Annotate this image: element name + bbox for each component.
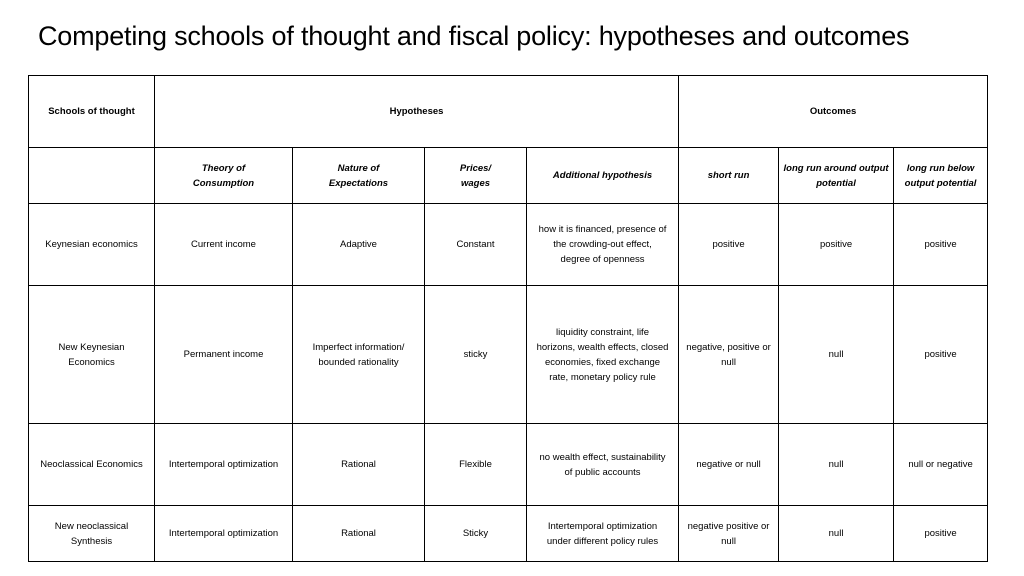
cell-text-line: economies, fixed exchange (544, 356, 661, 368)
cell-long-run-around-potential (779, 204, 894, 286)
cell-theory-of-consumption (155, 204, 293, 286)
cell-prices-wages (425, 506, 527, 562)
cell-short-run (679, 506, 779, 562)
cell-long-run-below-potential (894, 286, 988, 424)
cell-text-line: Sticky (462, 528, 489, 539)
cell-text-line: Adaptive (340, 239, 377, 250)
cell-short-run (679, 424, 779, 506)
cell-text-line: Rational (341, 459, 376, 470)
cell-school (29, 424, 155, 506)
cell-additional-hypothesis (527, 506, 679, 562)
cell-short-run (679, 286, 779, 424)
subheader-prices-wages: Prices/ wages (425, 148, 527, 204)
cell-text-line: positive (819, 239, 853, 250)
cell-theory-of-consumption (155, 424, 293, 506)
cell-text-line: the crowding-out effect, (553, 239, 652, 250)
cell-text-line: Permanent income (183, 349, 264, 360)
cell-text-line: Synthesis (70, 535, 113, 547)
cell-prices-wages (425, 424, 527, 506)
cell-text-line: null (721, 535, 736, 547)
cell-text-line: degree of openness (560, 254, 645, 265)
table-row (29, 204, 988, 286)
subheader-nature-of-expectations: Nature of Expectations (293, 148, 425, 204)
cell-prices-wages (425, 286, 527, 424)
subheader-row (29, 148, 988, 204)
cell-long-run-below-potential (894, 204, 988, 286)
comparison-table (28, 75, 988, 562)
table-row (29, 286, 988, 424)
cell-text-line: bounded rationality (318, 356, 399, 368)
cell-text-line: how it is financed, presence of (538, 224, 667, 235)
subheader-additional-hypothesis: Additional hypothesis (527, 148, 679, 204)
cell-text-line: under different policy rules (546, 535, 659, 547)
cell-long-run-below-potential (894, 506, 988, 562)
cell-long-run-below-potential (894, 424, 988, 506)
cell-text-line: positive (924, 349, 957, 360)
cell-nature-of-expectations (293, 424, 425, 506)
cell-text-line: Flexible (459, 459, 492, 470)
cell-text-line: negative, positive or (686, 341, 771, 353)
cell-text-line: null (828, 459, 844, 470)
cell-long-run-around-potential (779, 286, 894, 424)
cell-nature-of-expectations (293, 204, 425, 286)
cell-long-run-around-potential (779, 506, 894, 562)
cell-text-line: New neoclassical (54, 520, 129, 532)
header-hypotheses: Hypotheses (155, 76, 679, 148)
cell-text-line: null (721, 356, 736, 368)
cell-text-line: Rational (341, 528, 376, 539)
cell-text-line: Neoclassical Economics (40, 459, 143, 470)
cell-theory-of-consumption (155, 286, 293, 424)
cell-text-line: Economics (68, 356, 115, 368)
cell-text-line: Constant (456, 239, 495, 250)
cell-text-line: Intertemporal optimization (168, 459, 279, 470)
cell-text-line: null (828, 528, 844, 539)
cell-text-line: Imperfect information/ (312, 341, 405, 353)
subheader-theory-of-consumption: Theory of Consumption (155, 148, 293, 204)
cell-text-line: Intertemporal optimization (547, 520, 658, 532)
cell-text-line: New Keynesian (58, 341, 125, 353)
cell-text-line: positive (924, 239, 957, 250)
cell-school (29, 204, 155, 286)
header-row (29, 76, 988, 148)
cell-additional-hypothesis (527, 204, 679, 286)
table-row (29, 506, 988, 562)
cell-text-line: positive (924, 528, 957, 539)
table-row (29, 424, 988, 506)
cell-school (29, 506, 155, 562)
cell-theory-of-consumption (155, 506, 293, 562)
cell-text-line: sticky (463, 349, 488, 360)
cell-text-line: rate, monetary policy rule (549, 371, 656, 383)
cell-text-line: Current income (191, 239, 256, 250)
cell-additional-hypothesis (527, 424, 679, 506)
cell-nature-of-expectations (293, 286, 425, 424)
cell-text-line: null (828, 349, 844, 360)
cell-text-line: horizons, wealth effects, closed (536, 341, 669, 353)
cell-text-line: of public accounts (564, 466, 641, 478)
subheader-long-run-below-potential: long run below output potential (894, 148, 988, 204)
cell-prices-wages (425, 204, 527, 286)
cell-text-line: negative or null (696, 459, 761, 470)
slide-title: Competing schools of thought and fiscal policy: hypotheses and outcomes (38, 21, 910, 51)
cell-additional-hypothesis (527, 286, 679, 424)
cell-school (29, 286, 155, 424)
cell-text-line: liquidity constraint, life (556, 326, 649, 338)
cell-text-line: Keynesian economics (45, 239, 138, 250)
subheader-short-run: short run (679, 148, 779, 204)
subheader-empty (29, 148, 155, 204)
header-outcomes: Outcomes (679, 76, 988, 148)
cell-text-line: null or negative (908, 459, 973, 470)
cell-short-run (679, 204, 779, 286)
cell-text-line: Intertemporal optimization (168, 528, 279, 539)
cell-text-line: negative positive or (687, 520, 770, 532)
cell-nature-of-expectations (293, 506, 425, 562)
header-schools-of-thought: Schools of thought (29, 76, 155, 148)
cell-text-line: no wealth effect, sustainability (539, 451, 666, 463)
cell-long-run-around-potential (779, 424, 894, 506)
cell-text-line: positive (712, 239, 745, 250)
subheader-long-run-around-potential: long run around output potential (779, 148, 894, 204)
